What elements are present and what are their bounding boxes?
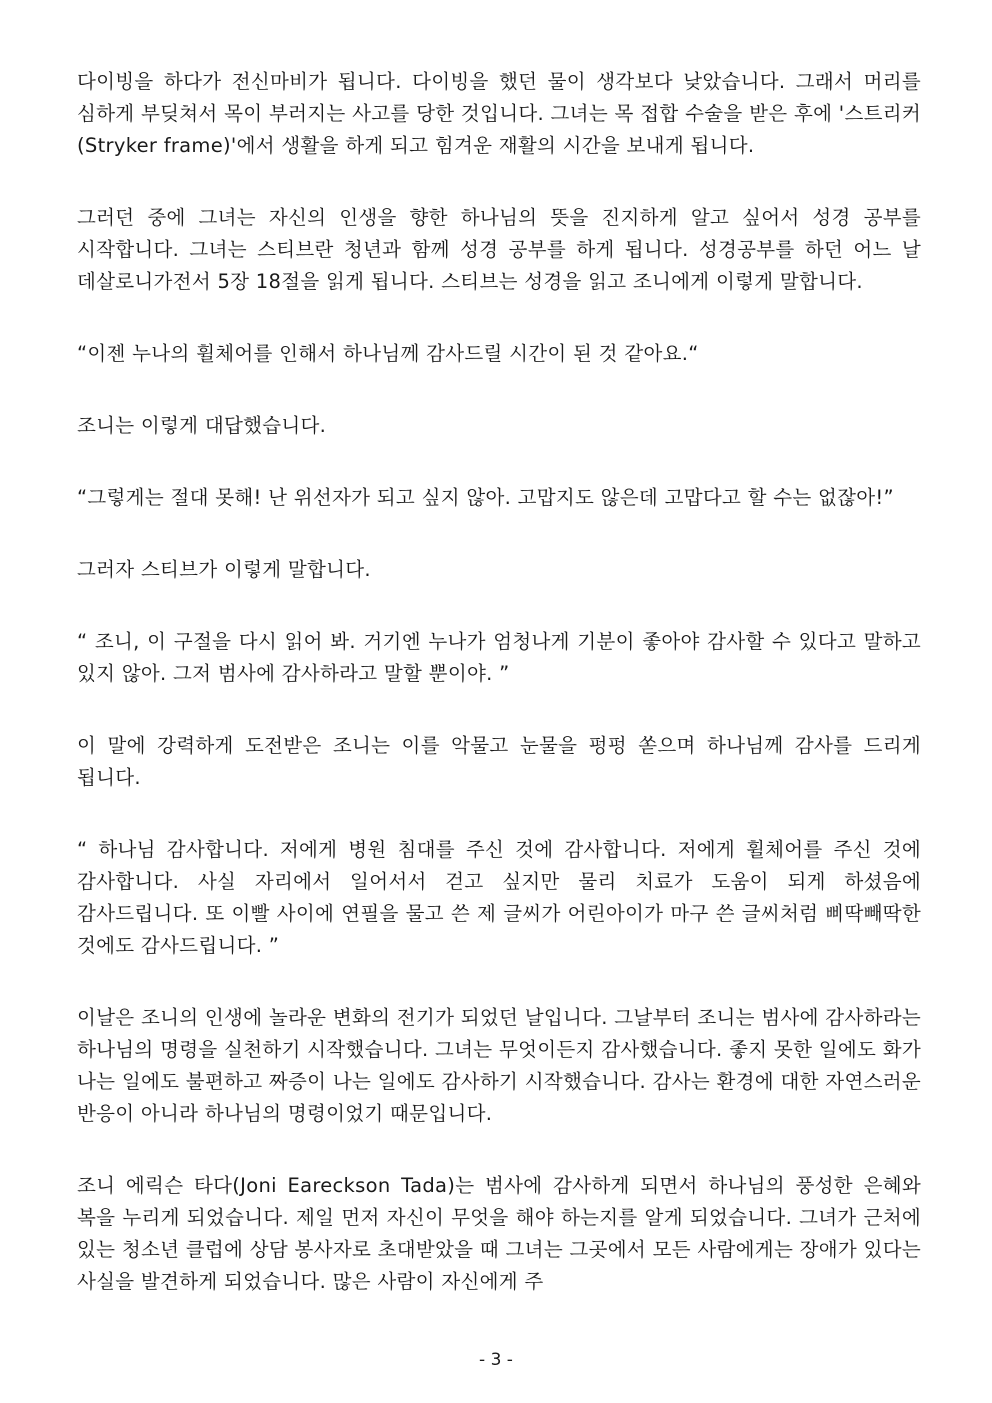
paragraph-2: 그러던 중에 그녀는 자신의 인생을 향한 하나님의 뜻을 진지하게 알고 싶어서 성경 공부를 시작합니다. 그녀는 스티브란 청년과 함께 성경 공부를 하게 됩니다. 성경공부를 하던 어느 날 데살로니가전서 5장 18절을 읽게 됩니다. 스티브는 성경을 읽고 조니에게 이렇게 말합니다.	[77, 206, 921, 293]
paragraph-challenge: 이 말에 강력하게 도전받은 조니는 이를 악물고 눈물을 펑펑 쏟으며 하나님께 감사를 드리게 됩니다.	[77, 734, 921, 789]
paragraph-turning-point: 이날은 조니의 인생에 놀라운 변화의 전기가 되었던 날입니다. 그날부터 조니는 범사에 감사하라는 하나님의 명령을 실천하기 시작했습니다. 그녀는 무엇이든지 감사했습니다. 좋지 못한 일에도 화가 나는 일에도 불편하고 짜증이 나는 일에도 감사하기 시작했습니다. 감사는 환경에 대한 자연스러운 반응이 아니라 하나님의 명령이었기 때문입니다.	[77, 1006, 921, 1125]
document-body	[77, 66, 921, 1338]
quote-joni-1: “그렇게는 절대 못해! 난 위선자가 되고 싶지 않아. 고맙지도 않은데 고맙다고 할 수는 없잖아!”	[77, 486, 894, 509]
paragraph-1: 다이빙을 하다가 전신마비가 됩니다. 다이빙을 했던 물이 생각보다 낮았습니다. 그래서 머리를 심하게 부딪쳐서 목이 부러지는 사고를 당한 것입니다. 그녀는 목 접합 수술을 받은 후에 '스트리커(Stryker frame)'에서 생활을 하게 되고 힘겨운 재활의 시간을 보내게 됩니다.	[77, 70, 921, 157]
quote-steve-2: “ 조니, 이 구절을 다시 읽어 봐. 거기엔 누나가 엄청나게 기분이 좋아야 감사할 수 있다고 말하고 있지 않아. 그저 범사에 감사하라고 말할 뿐이야. ”	[77, 630, 921, 685]
quote-steve-1: “이젠 누나의 휠체어를 인해서 하나님께 감사드릴 시간이 된 것 같아요.“	[77, 342, 699, 365]
page-number: - 3 -	[479, 1350, 513, 1370]
quote-prayer: “ 하나님 감사합니다. 저에게 병원 침대를 주신 것에 감사합니다. 저에게 휠체어를 주신 것에 감사합니다. 사실 자리에서 일어서서 걷고 싶지만 물리 치료가 도움이 되게 하셨음에 감사드립니다. 또 이빨 사이에 연필을 물고 쓴 제 글씨가 어린아이가 마구 쓴 글씨처럼 삐딱빼딱한 것에도 감사드립니다. ”	[77, 838, 921, 957]
paragraph-joni-answer-intro: 조니는 이렇게 대답했습니다.	[77, 414, 327, 437]
paragraph-steve-intro: 그러자 스티브가 이렇게 말합니다.	[77, 558, 371, 581]
paragraph-blessing: 조니 에릭슨 타다(Joni Eareckson Tada)는 범사에 감사하게 되면서 하나님의 풍성한 은혜와 복을 누리게 되었습니다. 제일 먼저 자신이 무엇을 해야 하는지를 알게 되었습니다. 그녀가 근처에 있는 청소년 클럽에 상담 봉사자로 초대받았을 때 그녀는 그곳에서 모든 사람에게는 장애가 있다는 사실을 발견하게 되었습니다. 많은 사람이 자신에게 주	[77, 1174, 921, 1293]
